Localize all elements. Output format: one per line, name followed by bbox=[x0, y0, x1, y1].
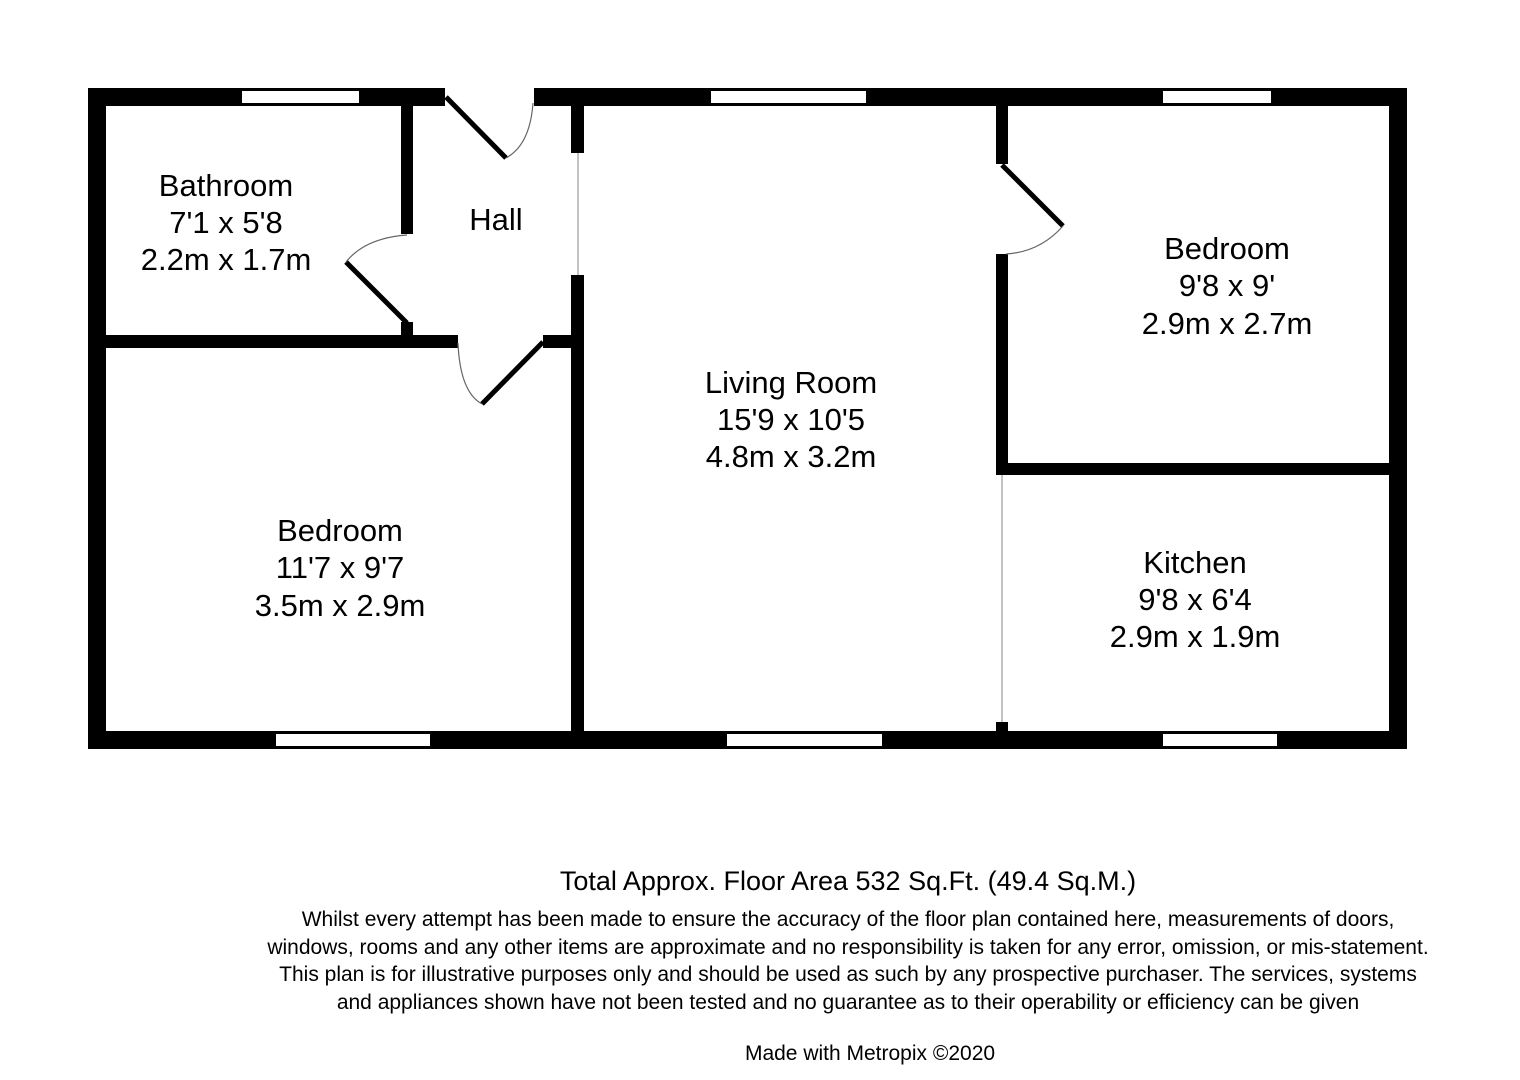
room-hall bbox=[469, 202, 522, 237]
room-name: Bedroom bbox=[277, 513, 403, 548]
room-name: Living Room bbox=[704, 365, 878, 400]
door-entrance bbox=[446, 97, 533, 158]
wall-living-bedroom-top bbox=[996, 104, 1008, 164]
door-bedroom-right bbox=[1002, 165, 1063, 254]
room-name: Bathroom bbox=[158, 168, 294, 203]
window-living-top bbox=[710, 90, 867, 104]
wall-bedroom-kitchen bbox=[996, 463, 1391, 475]
wall-living-left bbox=[571, 275, 584, 735]
room-metric: 2.2m x 1.7m bbox=[140, 242, 312, 277]
total-floor-area: Total Approx. Floor Area 532 Sq.Ft. (49.4 Sq.M.) bbox=[559, 866, 1137, 896]
room-imperial: 15'9 x 10'5 bbox=[716, 402, 866, 437]
wall-bath-hall-upper bbox=[401, 104, 413, 234]
room-imperial: 9'8 x 6'4 bbox=[1138, 582, 1252, 617]
room-bathroom bbox=[141, 168, 312, 277]
doors bbox=[346, 97, 1063, 404]
room-living-room bbox=[705, 365, 877, 474]
door-bathroom bbox=[346, 235, 407, 323]
wall-living-bedroom-mid bbox=[996, 254, 1008, 474]
room-metric: 2.9m x 1.9m bbox=[1109, 619, 1281, 654]
room-metric: 4.8m x 3.2m bbox=[705, 439, 877, 474]
wall-top-right bbox=[534, 88, 1407, 106]
wall-kitchen-stub bbox=[996, 722, 1008, 734]
window-bedroom-bottom bbox=[275, 733, 431, 747]
room-metric: 2.9m x 2.7m bbox=[1141, 306, 1313, 341]
room-bedroom-left bbox=[255, 513, 426, 623]
window-living-bottom bbox=[726, 733, 883, 747]
wall-left bbox=[88, 88, 106, 749]
credit: Made with Metropix ©2020 bbox=[744, 1042, 996, 1065]
room-kitchen bbox=[1110, 545, 1281, 654]
wall-right bbox=[1389, 88, 1407, 749]
wall-hall-living-top bbox=[571, 104, 584, 153]
room-imperial: 11'7 x 9'7 bbox=[275, 550, 405, 585]
open-dividers bbox=[578, 153, 1002, 722]
wall-bath-bedroom bbox=[104, 335, 458, 348]
room-name: Bedroom bbox=[1164, 231, 1290, 266]
window-bedroom-top bbox=[1162, 90, 1272, 104]
room-bedroom-right bbox=[1142, 231, 1313, 341]
room-name: Kitchen bbox=[1143, 545, 1247, 580]
room-metric: 3.5m x 2.9m bbox=[254, 588, 426, 623]
room-name: Hall bbox=[469, 202, 523, 237]
window-bathroom bbox=[241, 90, 360, 104]
room-imperial: 9'8 x 9' bbox=[1178, 268, 1276, 303]
room-imperial: 7'1 x 5'8 bbox=[169, 205, 283, 240]
door-bedroom-left bbox=[458, 342, 543, 404]
disclaimer: Whilst every attempt has been made to ensure the accuracy of the floor plan contained here, measurements of doors, windows, rooms and any other items are approximate and no responsibility is taken for any error, omission, or mis-statement. This plan is for illustrative purposes only and should be used as such by any prospective purchaser. The services, systems and appliances shown have not been tested and no guarantee as to their operability or efficiency can be given bbox=[267, 908, 1429, 1014]
window-kitchen bbox=[1162, 733, 1278, 747]
